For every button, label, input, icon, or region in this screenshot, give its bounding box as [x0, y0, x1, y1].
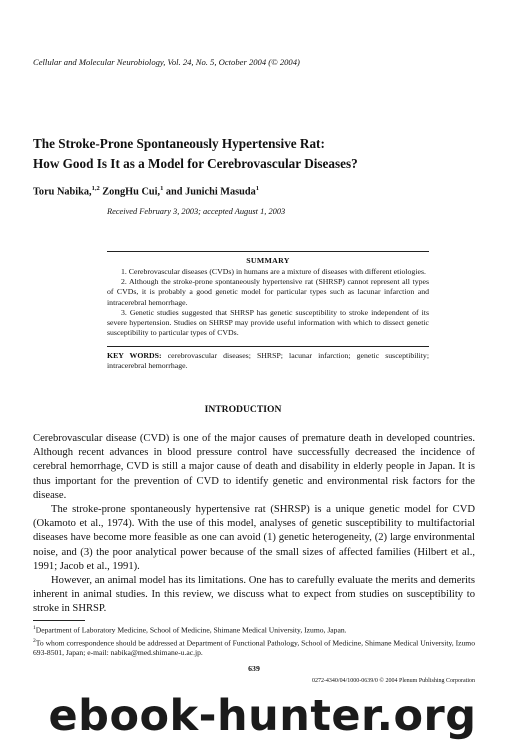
- body-paragraph: The stroke-prone spontaneously hypertensive rat (SHRSP) is a unique genetic model for CVD (Okamoto et al., 1974). With the use of this model, analyses of genetic susceptibility to multifactorial diseases have become more feasible as one can avoid (1) genetic heterogeneity, (2) large environmental noise, and (3) the poor analytical power because of the small sizes of affected families (Hilbert et al., 1991; Jacob et al., 1991).: [33, 504, 475, 572]
- summary-heading: SUMMARY: [246, 256, 290, 265]
- body-paragraph: However, an animal model has its limitations. One has to carefully evaluate the merits and demerits inherent in animal studies. In this review, we discuss what to expect from studies on susceptibility to stroke in SHRSP.: [33, 575, 475, 615]
- footnote-rule: [33, 620, 85, 621]
- footnote: [33, 623, 475, 636]
- author-list: [33, 185, 259, 197]
- section-heading-introduction: INTRODUCTION: [204, 404, 282, 415]
- received-dates: Received February 3, 2003; accepted August 1, 2003: [107, 207, 286, 216]
- author-2-affiliation: 1: [160, 185, 164, 192]
- author-3: and Junichi Masuda: [163, 186, 256, 198]
- keywords-label: KEY WORDS:: [107, 351, 162, 360]
- author-1: Toru Nabika,: [33, 186, 92, 198]
- article-title: [33, 134, 503, 174]
- title-line-2: How Good Is It as a Model for Cerebrovascular Diseases?: [33, 156, 358, 171]
- footnote-marker: 1: [33, 625, 36, 631]
- title-line-1: The Stroke-Prone Spontaneously Hypertensive Rat:: [33, 136, 325, 151]
- summary-item: 2. Although the stroke-prone spontaneously hypertensive rat (SHRSP) cannot represent all types of CVDs, it is probably a good genetic model for particular types such as lacunar infarction and intracerebral hemorrhage.: [107, 277, 429, 307]
- footnote-marker: 2: [33, 637, 36, 644]
- summary-item: 3. Genetic studies suggested that SHRSP has genetic susceptibility to stroke independent of its severe hypertension. Studies on SHRSP may provide useful information with which to dissect genetic susceptibility to particular types of CVDs.: [107, 307, 429, 338]
- footnotes: [33, 623, 475, 658]
- footnote: [33, 636, 475, 659]
- body-text: [33, 432, 475, 617]
- journal-citation: Cellular and Molecular Neurobiology, Vol. 24, No. 5, October 2004 (© 2004): [33, 57, 300, 67]
- keywords: [107, 351, 429, 371]
- footnote-text: Department of Laboratory Medicine, School of Medicine, Shimane Medical University, Izumo, Japan.: [35, 625, 347, 635]
- keywords-text: cerebrovascular diseases; SHRSP; lacunar infarction; genetic susceptibility; intracerebral hemorrhage.: [107, 351, 429, 371]
- copyright-line: 0272-4340/04/1000-0639/0 © 2004 Plenum Publishing Corporation: [311, 678, 475, 684]
- summary-text: [107, 267, 429, 338]
- author-1-affiliation: 1,2: [91, 185, 100, 192]
- summary-bottom-rule: [107, 346, 429, 347]
- watermark: ebook-hunter.org: [48, 691, 477, 741]
- author-3-affiliation: 1: [255, 185, 259, 192]
- page-number: 639: [248, 664, 260, 673]
- body-paragraph: Cerebrovascular disease (CVD) is one of the major causes of premature death in developed countries. Although recent advances in blood pressure control have successfully decreased the incidence of cerebral hemorrhage, CVD is still a major cause of death and disability in elderly people in Japan. It is thus important for the prevention of CVD to identify genetic and environmental risk factors for the disease.: [33, 433, 475, 501]
- summary-top-rule: [107, 251, 429, 252]
- summary-item: 1. Cerebrovascular diseases (CVDs) in humans are a mixture of diseases with different etiologies.: [121, 267, 426, 276]
- footnote-text: To whom correspondence should be addressed at Department of Functional Pathology, School of Medicine, Shimane Medical University, Izumo 693-8501, Japan; e-mail: nabika@med.shimane-u.ac.jp.: [33, 638, 475, 658]
- author-2: ZongHu Cui,: [99, 186, 161, 198]
